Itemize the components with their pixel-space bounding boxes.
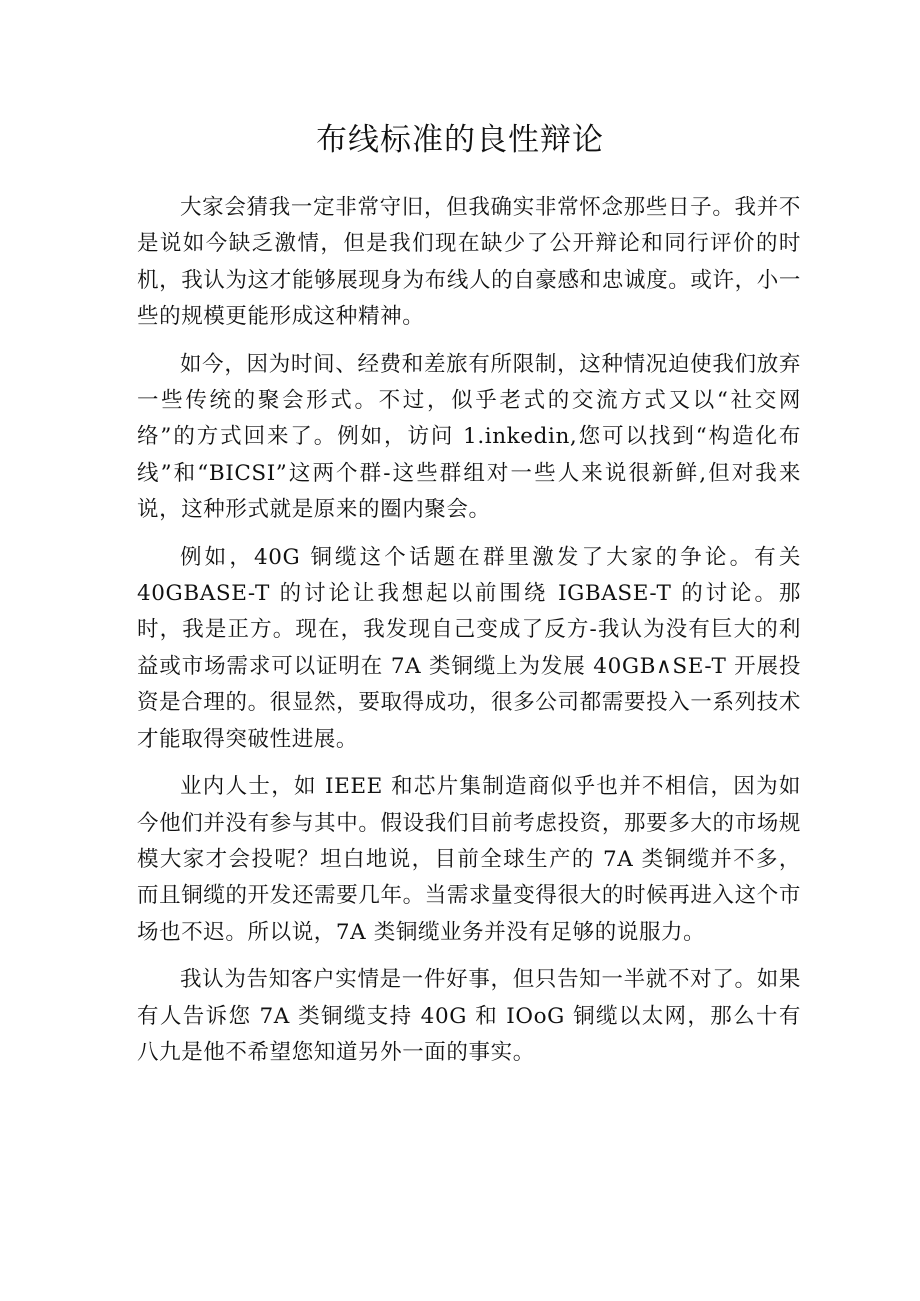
document-title: 布线标准的良性辩论 <box>316 122 604 158</box>
paragraph-4: 业内人士，如 IEEE 和芯片集制造商似乎也并不相信，因为如今他们并没有参与其中。假设我们目前考虑投资，那要多大的市场规模大家才会投呢？坦白地说，目前全球生产的 7A 类铜缆并不多，而且铜缆的开发还需要几年。当需求量变得很大的时候再进入这个市场也不迟。所以说，7A 类铜缆业务并没有足够的说服力。 <box>137 774 801 945</box>
document-body <box>137 190 801 1082</box>
paragraph-1: 大家会猜我一定非常守旧，但我确实非常怀念那些日子。我并不是说如今缺乏激情，但是我们现在缺少了公开辩论和同行评价的时机，我认为这才能够展现身为布线人的自豪感和忠诚度。或许，小一些的规模更能形成这种精神。 <box>137 195 801 330</box>
paragraph-2: 如今，因为时间、经费和差旅有所限制，这种情况迫使我们放弃一些传统的聚会形式。不过，似乎老式的交流方式又以“社交网络”的方式回来了。例如，访问 1.inkedin,您可以找到“构造化布线”和“BICSI”这两个群-这些群组对一些人来说很新鲜,但对我来说，这种形式就是原来的圈内聚会。 <box>137 351 801 523</box>
paragraph-3: 例如，40G 铜缆这个话题在群里激发了大家的争论。有关40GBASE-T 的讨论让我想起以前围绕 IGBASE-T 的讨论。那时，我是正方。现在，我发现自己变成了反方-我认为没有巨大的利益或市场需求可以证明在 7A 类铜缆上为发展 40GB∧SE-T 开展投资是合理的。很显然，要取得成功，很多公司都需要投入一系列技术才能取得突破性进展。 <box>137 544 801 752</box>
paragraph-5: 我认为告知客户实情是一件好事，但只告知一半就不对了。如果有人告诉您 7A 类铜缆支持 40G 和 IOoG 铜缆以太网，那么十有八九是他不希望您知道另外一面的事实。 <box>137 967 801 1065</box>
